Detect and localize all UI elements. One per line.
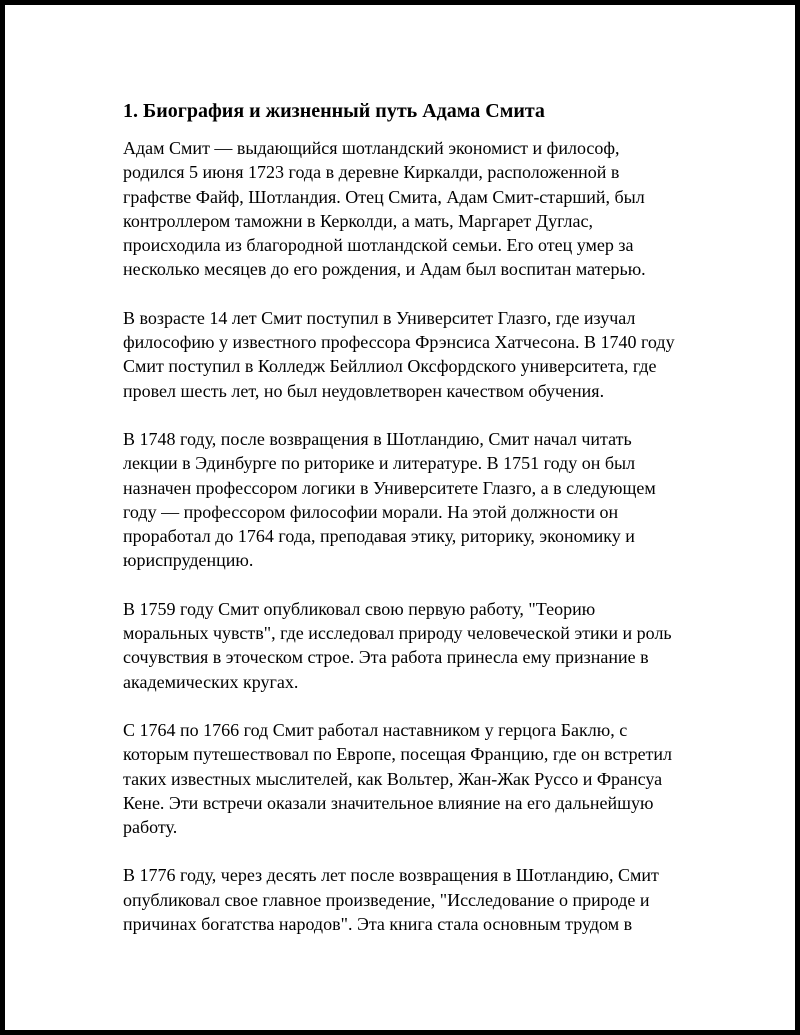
text-line: провел шесть лет, но был неудовлетворен качеством обучения. [123,380,605,401]
text-line: В возрасте 14 лет Смит поступил в Университет Глазго, где изучал [123,307,636,328]
text-line: В 1748 году, после возвращения в Шотландию, Смит начал читать [123,428,632,449]
text-line: графстве Файф, Шотландия. Отец Смита, Адам Смит-старший, был [123,186,645,207]
section-heading: 1. Биография и жизненный путь Адама Смита [123,100,545,122]
paragraph-birth [123,136,693,282]
text-line: несколько месяцев до его рождения, и Адам был воспитан матерью. [123,259,646,280]
text-line: моральных чувств", где исследовал природу человеческой этики и роль [123,623,672,644]
text-line: В 1776 году, через десять лет после возвращения в Шотландию, Смит [123,865,659,886]
text-line: опубликовал свое главное произведение, "Исследование о природе и [123,889,650,910]
text-line: Кене. Эти встречи оказали значительное влияние на его дальнейшую [123,792,654,813]
text-line: родился 5 июня 1723 года в деревне Киркалди, расположенной в [123,162,620,183]
text-line: происходила из благородной шотландской семьи. Его отец умер за [123,235,634,256]
text-line: В 1759 году Смит опубликовал свою первую работу, "Теорию [123,598,596,619]
text-line: назначен профессором логики в Университете Глазго, а в следующем [123,477,656,498]
paragraph-education [123,306,693,403]
text-line: работу. [123,817,178,838]
text-line: проработал до 1764 года, преподавая этику, риторику, экономику и [123,526,635,547]
paragraph-europe-travel [123,718,693,839]
document-body [123,98,693,960]
text-line: академических кругах. [123,671,299,692]
paragraph-moral-sentiments [123,597,693,694]
text-line: лекции в Эдинбурге по риторике и литературе. В 1751 году он был [123,453,636,474]
paragraph-wealth-of-nations [123,863,693,936]
text-line: которым путешествовал по Европе, посещая Францию, где он встретил [123,744,673,765]
text-line: контроллером таможни в Керколди, а мать, Маргарет Дуглас, [123,210,593,231]
text-line: Адам Смит — выдающийся шотландский экономист и философ, [123,138,620,158]
text-line: Смит поступил в Колледж Бейллиол Оксфордского университета, где [123,356,657,377]
text-line: юриспруденцию. [123,550,254,571]
text-line: С 1764 по 1766 год Смит работал наставником у герцога Баклю, с [123,719,628,740]
text-line: году — профессором философии морали. На этой должности он [123,501,619,522]
text-line: таких известных мыслителей, как Вольтер, Жан-Жак Руссо и Франсуа [123,768,663,789]
text-line: философию у известного профессора Фрэнсиса Хатчесона. В 1740 году [123,332,675,353]
text-line: сочувствия в эточеском строе. Эта работа принесла ему признание в [123,647,649,668]
text-line: причинах богатства народов". Эта книга стала основным трудом в [123,914,633,935]
paragraph-professorship [123,427,693,573]
